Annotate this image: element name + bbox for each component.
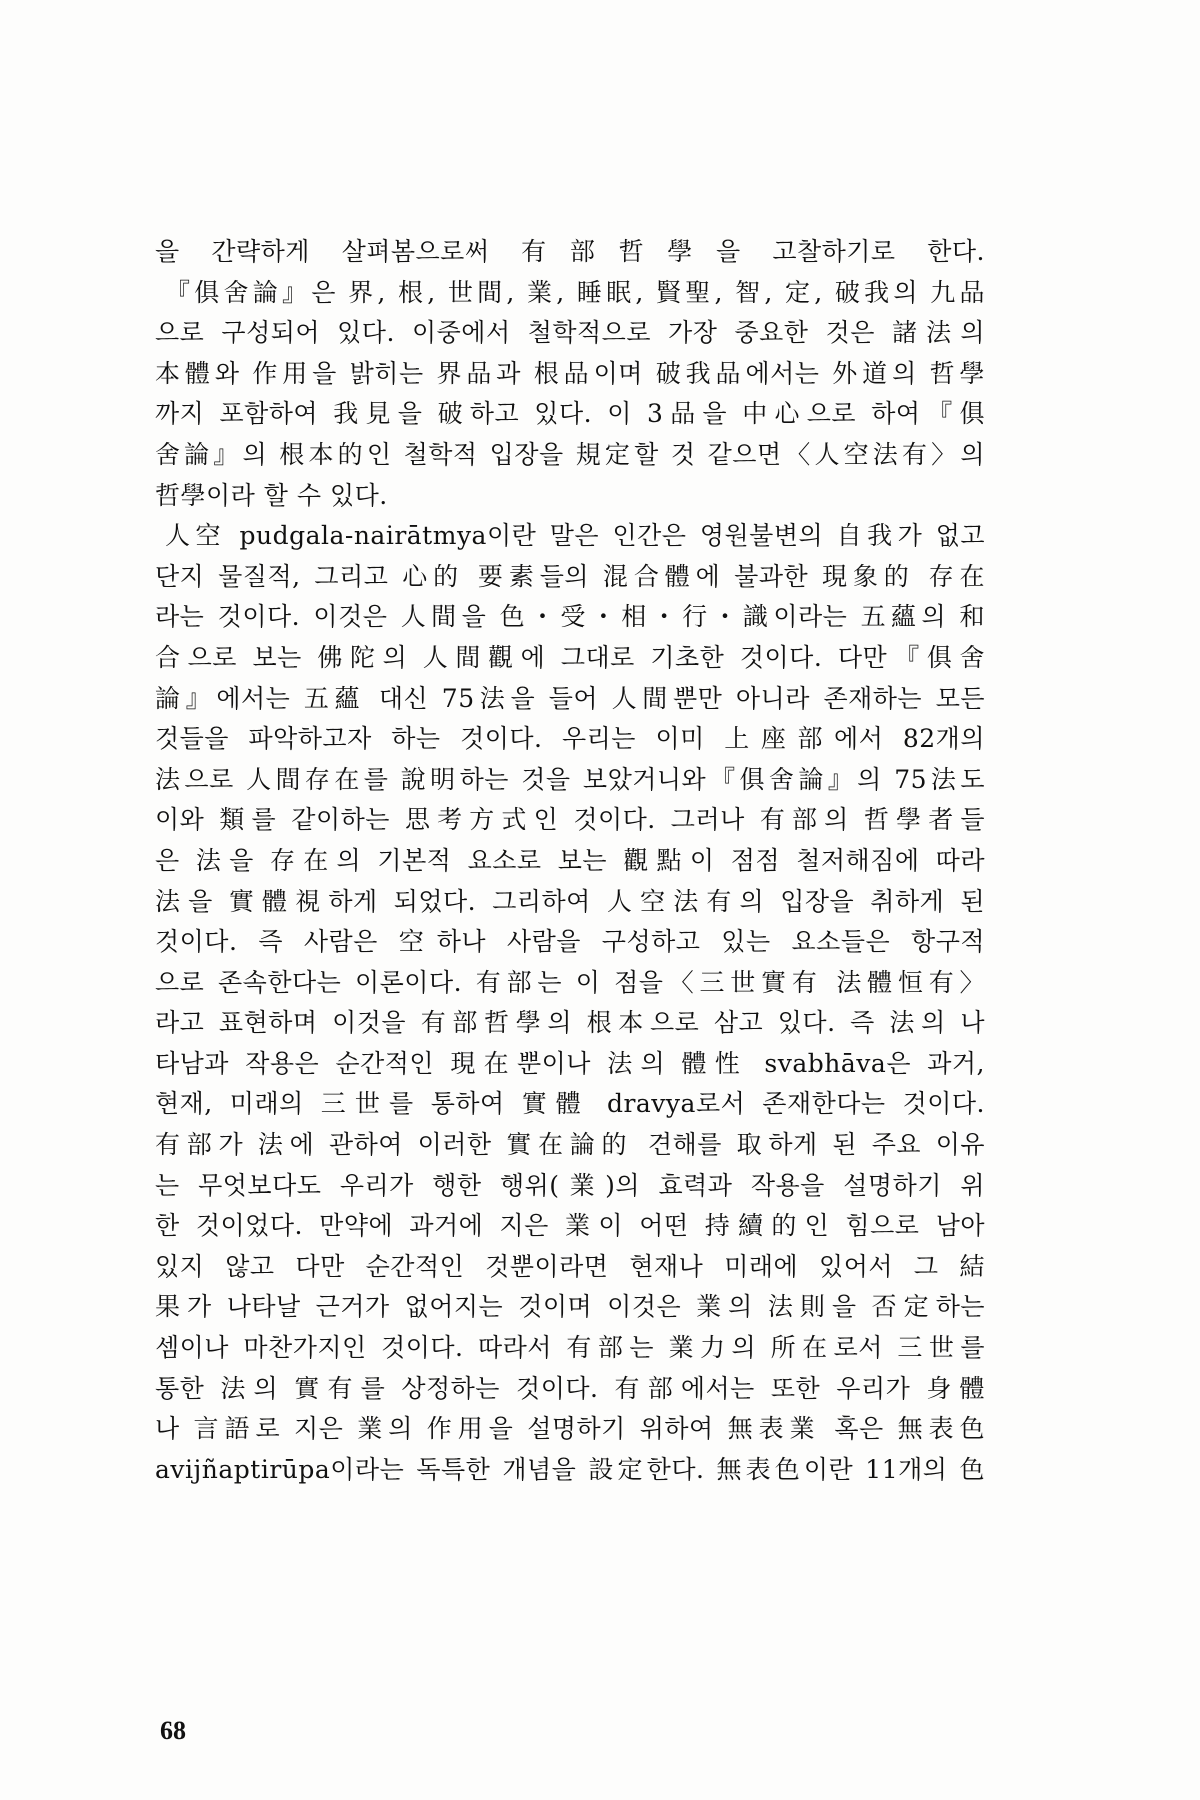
text-line: 타남과 작용은 순간적인 現在뿐이나 法의 體性 svabhāva은 과거, [155, 1048, 985, 1078]
text-line: 한 것이었다. 만약에 과거에 지은 業이 어떤 持續的인 힘으로 남아 [155, 1211, 985, 1241]
text-line: 法으로 人間存在를 說明하는 것을 보았거니와『俱舍論』의 75法도 [155, 764, 985, 794]
text-line: 것들을 파악하고자 하는 것이다. 우리는 이미 上座部에서 82개의 [155, 724, 985, 754]
text-line: avijñaptirūpa이라는 독특한 개념을 設定한다. 無表色이란 11개의 色 [155, 1454, 985, 1484]
text-line: 合으로 보는 佛陀의 人間觀에 그대로 기초한 것이다. 다만『俱舍 [155, 642, 985, 672]
text-line: 셈이나 마찬가지인 것이다. 따라서 有部는 業力의 所在로서 三世를 [155, 1333, 985, 1363]
text-line: 이와 類를 같이하는 思考方式인 것이다. 그러나 有部의 哲學者들 [155, 805, 985, 835]
page-number: 68 [160, 1716, 186, 1745]
text-line: 『俱舍論』은 界, 根, 世間, 業, 睡眠, 賢聖, 智, 定, 破我의 九品 [165, 277, 985, 307]
text-line: 으로 존속한다는 이론이다. 有部는 이 점을〈三世實有 法體恒有〉 [155, 967, 985, 997]
text-line: 는 무엇보다도 우리가 행한 행위(業)의 효력과 작용을 설명하기 위 [155, 1170, 985, 1200]
text-line: 은 法을 存在의 기본적 요소로 보는 觀點이 점점 철저해짐에 따라 [155, 845, 985, 875]
text-line: 論』에서는 五蘊 대신 75法을 들어 人間뿐만 아니라 존재하는 모든 [155, 683, 985, 713]
text-line: 라고 표현하며 이것을 有部哲學의 根本으로 삼고 있다. 즉 法의 나 [155, 1008, 985, 1038]
text-line: 有部가 法에 관하여 이러한 實在論的 견해를 取하게 된 주요 이유 [155, 1130, 985, 1160]
text-line: 舍論』의 根本的인 철학적 입장을 規定할 것 같으면〈人空法有〉의 [155, 439, 985, 469]
text-line: 人空 pudgala-nairātmya이란 말은 인간은 영원불변의 自我가 없고 [165, 521, 985, 551]
text-line: 통한 法의 實有를 상정하는 것이다. 有部에서는 또한 우리가 身體 [155, 1373, 985, 1403]
text-line: 나 言語로 지은 業의 作用을 설명하기 위하여 無表業 혹은 無表色 [155, 1414, 985, 1444]
text-line: 현재, 미래의 三世를 통하여 實體 dravya로서 존재한다는 것이다. [155, 1089, 985, 1119]
text-line: 法을 實體視하게 되었다. 그리하여 人空法有의 입장을 취하게 된 [155, 886, 985, 916]
text-line: 있지 않고 다만 순간적인 것뿐이라면 현재나 미래에 있어서 그 結 [155, 1251, 985, 1281]
text-line: 라는 것이다. 이것은 人間을 色・受・相・行・識이라는 五蘊의 和 [155, 602, 985, 632]
text-line: 까지 포함하여 我見을 破하고 있다. 이 3品을 中心으로 하여『俱 [155, 399, 985, 429]
text-line: 으로 구성되어 있다. 이중에서 철학적으로 가장 중요한 것은 諸法의 [155, 318, 985, 348]
text-line: 단지 물질적, 그리고 心的 要素들의 混合體에 불과한 現象的 存在 [155, 561, 985, 591]
text-line: 本體와 作用을 밝히는 界品과 根品이며 破我品에서는 外道의 哲學 [155, 358, 985, 388]
text-line: 果가 나타날 근거가 없어지는 것이며 이것은 業의 法則을 否定하는 [155, 1292, 985, 1322]
text-line: 것이다. 즉 사람은 空하나 사람을 구성하고 있는 요소들은 항구적 [155, 927, 985, 957]
text-line: 을 간략하게 살펴봄으로써 有部哲學을 고찰하기로 한다. [155, 237, 985, 266]
body-text [155, 232, 985, 1490]
text-line: 哲學이라 할 수 있다. [155, 480, 388, 510]
